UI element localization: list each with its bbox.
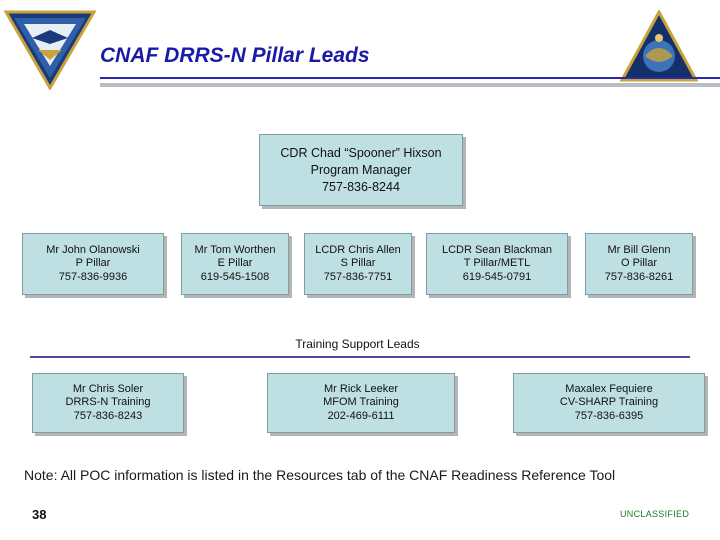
training-lead-name: Maxalex Fequiere (565, 382, 653, 395)
readiness-triangle-emblem (620, 10, 698, 82)
training-lead-role: MFOM Training (323, 396, 399, 409)
training-lead-role: CV-SHARP Training (559, 396, 659, 409)
training-lead-phone: 202-469-6111 (327, 409, 395, 422)
manager-phone: 757-836-8244 (322, 179, 400, 194)
pillar-box-t (426, 233, 568, 295)
training-lead-name: Mr Rick Leeker (324, 382, 398, 395)
pillar-lead-name: LCDR Chris Allen (315, 243, 401, 256)
classification-label: UNCLASSIFIED (620, 509, 690, 519)
pillar-name: E Pillar (217, 257, 253, 270)
training-lead-phone: 757-836-8243 (73, 409, 143, 422)
pillar-box-o (585, 233, 693, 295)
training-lead-box (32, 373, 184, 433)
title-rule (100, 77, 720, 79)
pillar-name: S Pillar (340, 257, 376, 270)
pillar-lead-name: Mr Bill Glenn (607, 243, 671, 256)
pillar-box-s (304, 233, 412, 295)
pillar-name: T Pillar/METL (463, 257, 531, 270)
naval-air-forces-emblem (4, 10, 96, 90)
pillar-lead-name: LCDR Sean Blackman (441, 243, 553, 256)
training-lead-phone: 757-836-6395 (574, 409, 644, 422)
training-support-divider (30, 356, 690, 358)
pillar-box-e (181, 233, 289, 295)
slide-title: CNAF DRRS-N Pillar Leads (100, 44, 370, 67)
pillar-lead-name: Mr John Olanowski (46, 243, 140, 256)
pillar-name: P Pillar (75, 257, 111, 270)
training-lead-role: DRRS-N Training (65, 396, 151, 409)
manager-name: CDR Chad “Spooner” Hixson (280, 145, 442, 160)
pillar-name: O Pillar (620, 257, 658, 270)
pillar-phone: 757-836-8261 (604, 270, 674, 283)
pillar-phone: 757-836-9936 (58, 270, 128, 283)
program-manager-box (259, 134, 463, 206)
pillar-phone: 619-545-0791 (462, 270, 532, 283)
training-lead-name: Mr Chris Soler (72, 382, 144, 395)
page-number: 38 (32, 507, 47, 522)
training-lead-box (513, 373, 705, 433)
pillar-lead-name: Mr Tom Worthen (194, 243, 276, 256)
pillar-phone: 619-545-1508 (200, 270, 270, 283)
pillar-phone: 757-836-7751 (323, 270, 393, 283)
training-lead-box (267, 373, 455, 433)
manager-role: Program Manager (310, 162, 412, 177)
pillar-box-p (22, 233, 164, 295)
title-rule-shadow (100, 83, 720, 87)
training-support-heading: Training Support Leads (295, 337, 420, 351)
poc-note: Note: All POC information is listed in the Resources tab of the CNAF Readiness Reference Tool (24, 467, 616, 483)
